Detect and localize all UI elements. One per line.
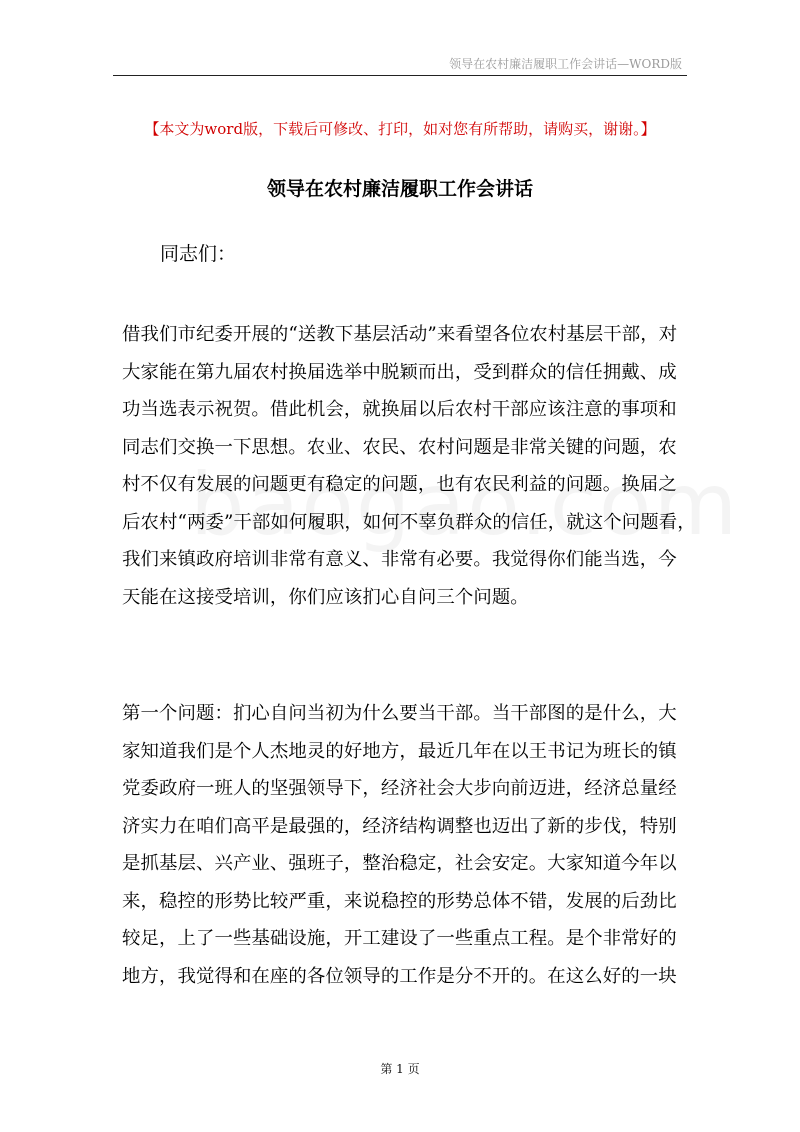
paragraph-1: [122, 316, 696, 616]
text-line: 村不仅有发展的问题更有稳定的问题，也有农民利益的问题。换届之: [122, 474, 677, 495]
text-line: 借我们市纪委开展的“送教下基层活动”来看望各位农村基层干部，对: [122, 324, 678, 345]
document-title: 领导在农村廉洁履职工作会讲话: [266, 178, 533, 200]
text-line: 济实力在咱们高平是最强的，经济结构调整也迈出了新的步伐，特别: [122, 815, 677, 837]
text-line: 是抓基层、兴产业、强班子，整治稳定，社会安定。大家知道今年以: [122, 853, 677, 874]
text-line: 功当选表示祝贺。借此机会，就换届以后农村干部应该注意的事项和: [122, 399, 677, 420]
text-line: 我们来镇政府培训非常有意义、非常有必要。我觉得你们能当选，今: [122, 549, 677, 570]
download-notice: 【本文为word版，下载后可修改、打印，如对您有所帮助，请购买，谢谢。】: [144, 120, 656, 138]
salutation: 同志们：: [160, 243, 237, 265]
text-line: 党委政府一班人的坚强领导下，经济社会大步向前迈进，经济总量经: [122, 778, 677, 799]
header-divider: [113, 75, 687, 76]
paragraph-2: [122, 695, 682, 995]
text-line: 来，稳控的形势比较严重，来说稳控的形势总体不错，发展的后劲比: [122, 890, 677, 912]
text-line: 后农村“两委”干部如何履职，如何不辜负群众的信任，就这个问题看，: [122, 511, 696, 533]
text-line: 天能在这接受培训，你们应该扪心自问三个问题。: [122, 586, 529, 608]
page-number: 第 1 页: [380, 1062, 420, 1076]
running-header: 领导在农村廉洁履职工作会讲话—WORD版: [449, 57, 682, 71]
text-line: 较足，上了一些基础设施，开工建设了一些重点工程。是个非常好的: [122, 928, 677, 949]
text-line: 大家能在第九届农村换届选举中脱颖而出，受到群众的信任拥戴、成: [122, 361, 677, 383]
text-line: 第一个问题：扪心自问当初为什么要当干部。当干部图的是什么，大: [122, 703, 677, 724]
text-line: 家知道我们是个人杰地灵的好地方，最近几年在以王书记为班长的镇: [122, 740, 677, 762]
text-line: 同志们交换一下思想。农业、农民、农村问题是非常关键的问题，农: [122, 436, 677, 458]
text-line: 地方，我觉得和在座的各位领导的工作是分不开的。在这么好的一块: [122, 965, 677, 987]
